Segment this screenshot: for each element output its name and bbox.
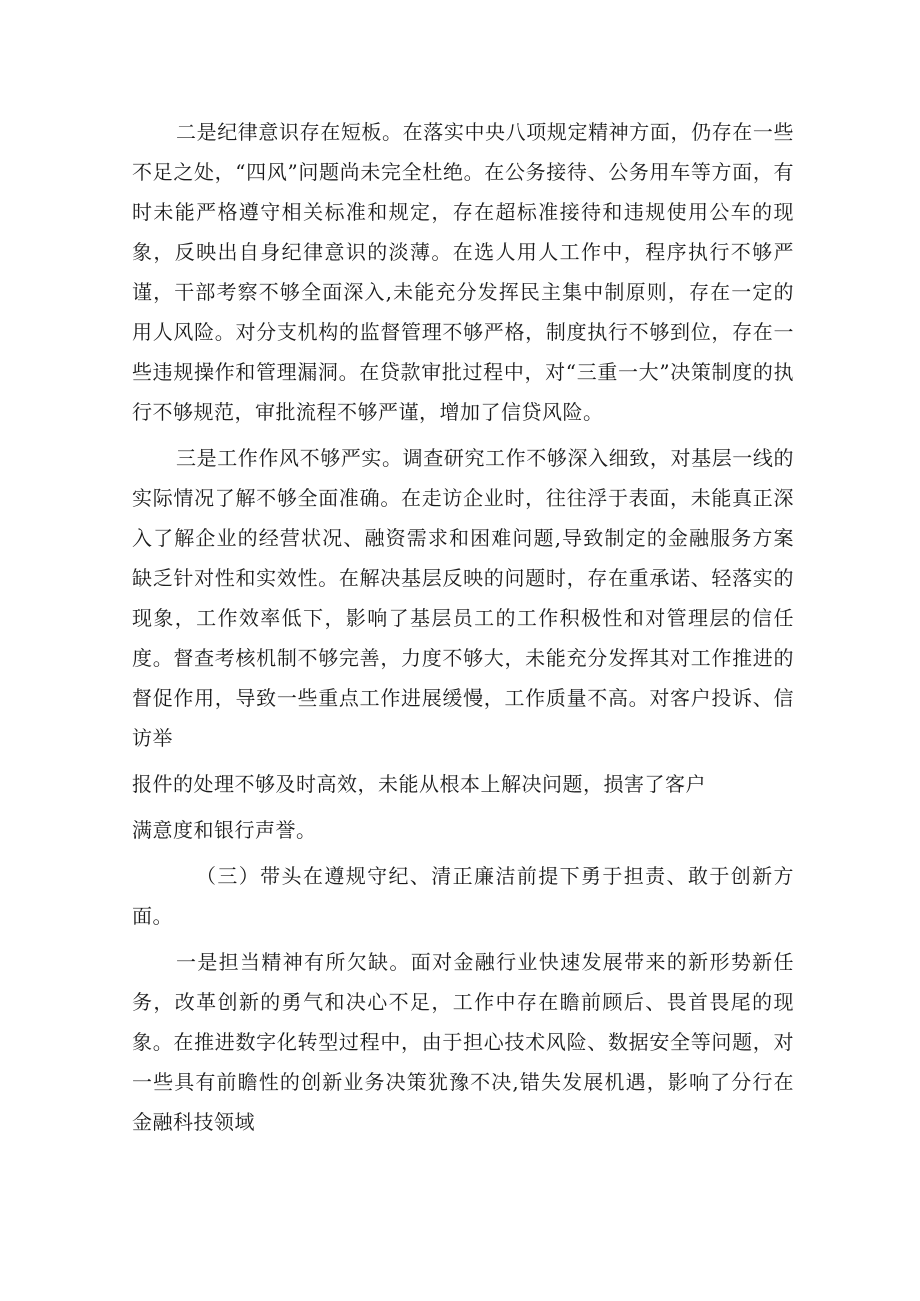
paragraph-customer-satisfaction: 满意度和银行声誉。 [132, 818, 317, 842]
paragraph-responsibility-spirit: 一是担当精神有所欠缺。面对金融行业快速发展带来的新形势新任务，改革创新的勇气和决心不足，工作中存在瞻前顾后、畏首畏尾的现象。在推进数字化转型过程中，由于担心技术风险、数据安全等问题，对一些具有前瞻性的创新业务决策犹豫不决,错失发展机遇，影响了分行在金融科技领域 [132, 950, 794, 1134]
paragraph-complaint-handling: 报件的处理不够及时高效，未能从根本上解决问题，损害了客户 [132, 772, 706, 796]
paragraph-discipline-awareness: 二是纪律意识存在短板。在落实中央八项规定精神方面，仍存在一些不足之处，“四风”问题尚未完全杜绝。在公务接待、公务用车等方面，有时未能严格遵守相关标准和规定，存在超标准接待和违规使用公车的现象，反映出自身纪律意识的淡薄。在选人用人工作中，程序执行不够严谨，干部考察不够全面深入,未能充分发挥民主集中制原则，存在一定的用人风险。对分支机构的监督管理不够严格，制度执行不够到位，存在一些违规操作和管理漏洞。在贷款审批过程中，对“三重一大”决策制度的执行不够规范，审批流程不够严谨，增加了信贷风险。 [132, 120, 794, 424]
document-body [132, 112, 794, 1142]
section-heading-three: （三）带头在遵规守纪、清正廉洁前提下勇于担责、敢于创新方面。 [132, 864, 794, 928]
paragraph-work-style: 三是工作作风不够严实。调查研究工作不够深入细致，对基层一线的实际情况了解不够全面准确。在走访企业时，往往浮于表面，未能真正深入了解企业的经营状况、融资需求和困难问题,导致制定的金融服务方案缺乏针对性和实效性。在解决基层反映的问题时，存在重承诺、轻落实的现象，工作效率低下，影响了基层员工的工作积极性和对管理层的信任度。督查考核机制不够完善，力度不够大，未能充分发挥其对工作推进的督促作用，导致一些重点工作进展缓慢，工作质量不高。对客户投诉、信访举 [132, 446, 794, 750]
